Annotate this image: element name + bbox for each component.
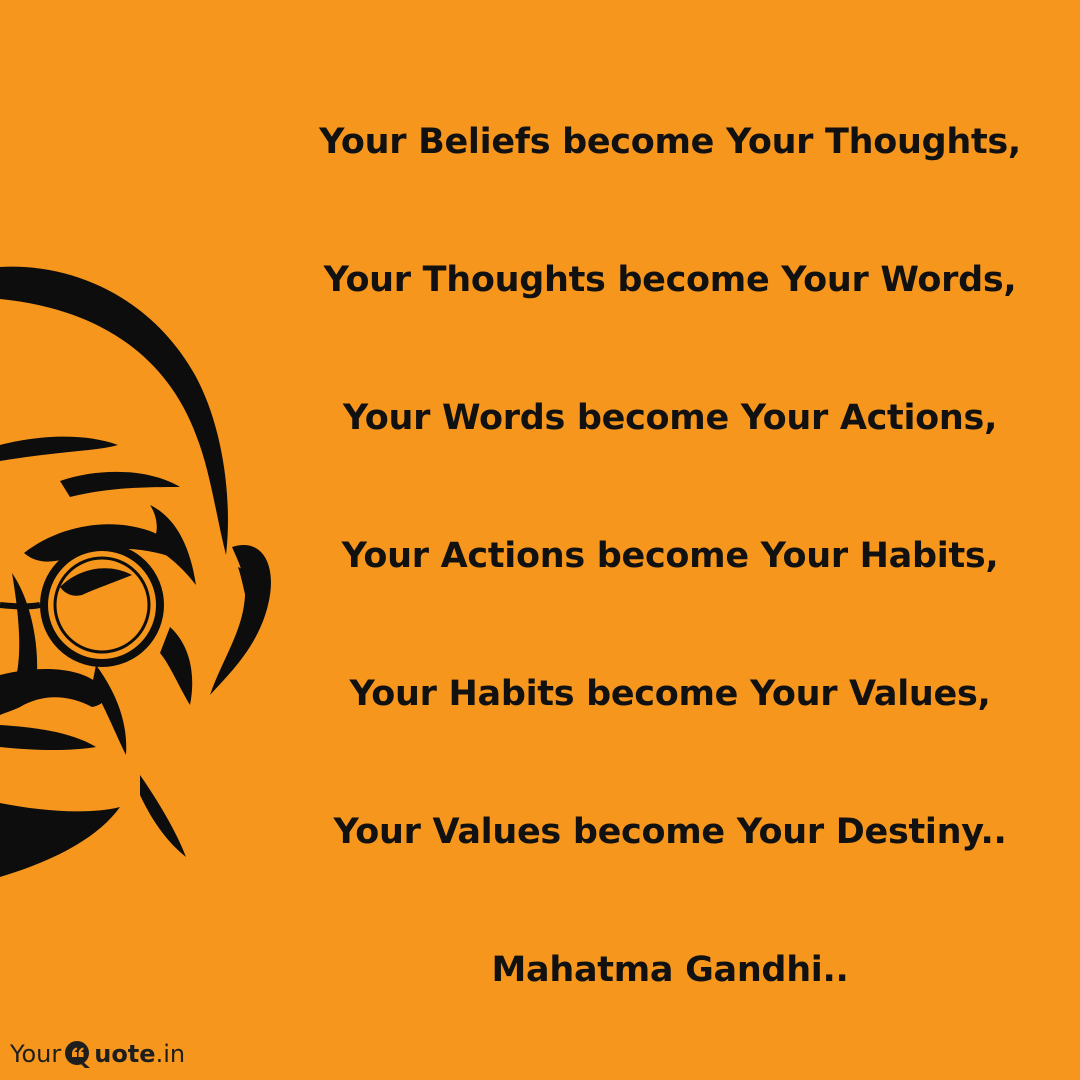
quote-author: Mahatma Gandhi.. bbox=[491, 950, 849, 990]
gandhi-silhouette-icon bbox=[0, 255, 290, 915]
quote-line-6: Your Values become Your Destiny.. bbox=[333, 812, 1007, 852]
watermark-brand: uote bbox=[94, 1040, 156, 1068]
quote-line-2: Your Thoughts become Your Words, bbox=[323, 260, 1017, 300]
watermark-suffix: .in bbox=[155, 1040, 186, 1068]
quote-q-logo-icon bbox=[63, 1039, 93, 1069]
quote-line-4: Your Actions become Your Habits, bbox=[341, 536, 999, 576]
quote-line-5: Your Habits become Your Values, bbox=[349, 674, 991, 714]
quote-line-1: Your Beliefs become Your Thoughts, bbox=[319, 122, 1021, 162]
quote-line-3: Your Words become Your Actions, bbox=[342, 398, 998, 438]
watermark-prefix: Your bbox=[10, 1040, 62, 1068]
yourquote-watermark[interactable] bbox=[10, 1036, 185, 1072]
